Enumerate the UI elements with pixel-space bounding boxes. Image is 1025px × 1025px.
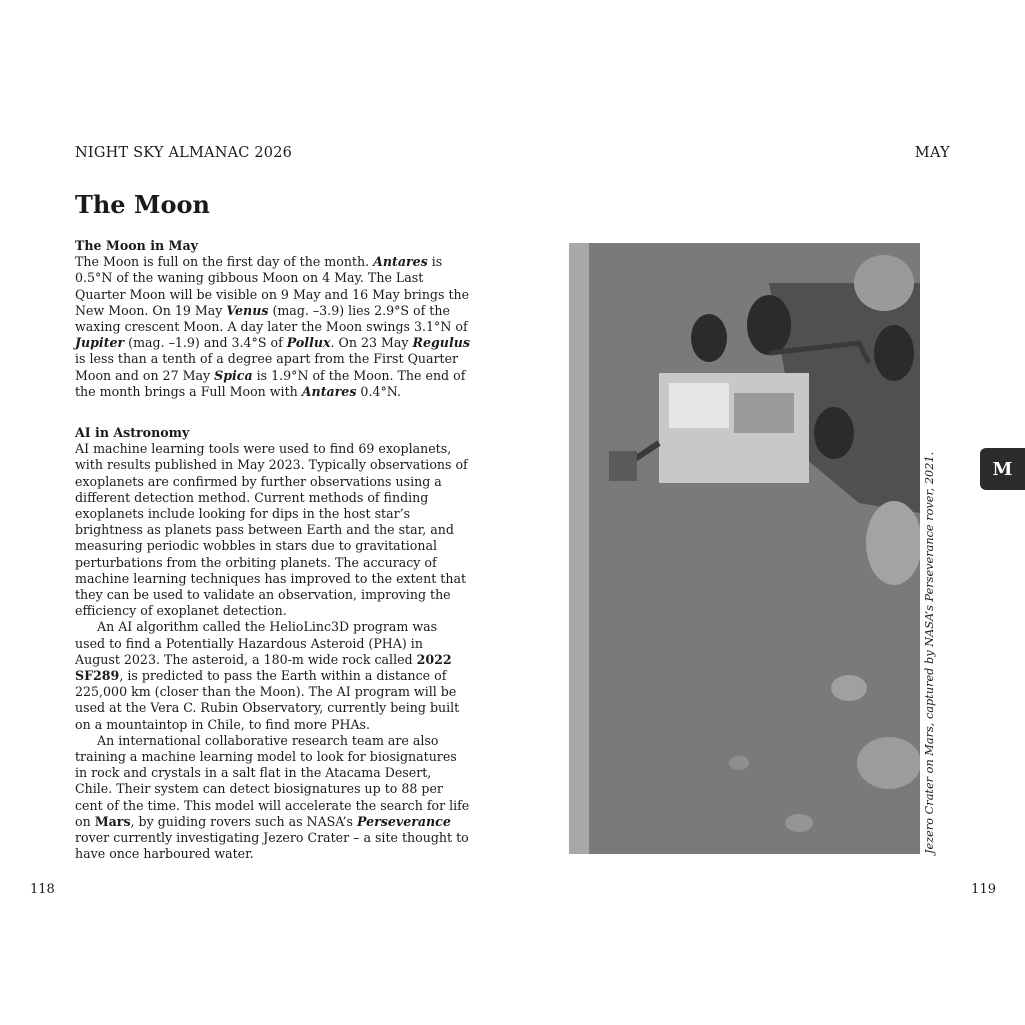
ai-paragraph-2 [75,619,470,732]
rover-wheel [874,325,914,381]
text-run: An international collaborative research team are also training a machine learning model to look for biosignatures in rock and crystals in a salt flat in the Atacama Desert, Chile. Their system can detect biosignatures up to 88 per cent of the time. This model will accelerate the search for life on [75,732,470,829]
month-thumb-tab: M [980,448,1025,490]
planet-name-mars: Mars [94,813,131,829]
section-heading-moon: The Moon in May [75,238,198,253]
rover-wheel [814,407,854,459]
running-header-right: MAY [914,145,950,161]
text-run: , is predicted to pass the Earth within a distance of 225,000 km (closer than the Moon). The AI program will be used at the Vera C. Rubin Observatory, currently being built on a mountaintop in Chile, to find more PHAs. [75,668,460,732]
text-run: 0.4°N. [356,383,401,399]
page-number-right: 119 [971,882,996,897]
sky-strip [569,243,589,854]
page-number-left: 118 [30,882,55,897]
rover-name-perseverance: Perseverance [357,813,451,829]
rover-deck [669,383,729,428]
rover-camera-head [609,451,637,481]
page-title: The Moon [75,190,210,219]
moon-paragraph [75,254,470,400]
planet-name-jupiter: Jupiter [75,335,125,351]
rover-illustration [569,243,920,854]
rock [729,756,749,770]
star-name-antares-2: Antares [301,383,357,399]
text-run: (mag. –1.9) and 3.4°S of [124,335,287,351]
section-heading-ai: AI in Astronomy [75,425,190,440]
text-run: , by guiding rovers such as NASA’s [130,813,358,829]
star-name-pollux: Pollux [286,335,331,351]
rock [785,814,813,832]
text-run: The Moon is full on the first day of the month. [75,254,374,270]
photo-caption: Jezero Crater on Mars, captured by NASA’s Perseverance rover, 2021. [923,451,936,854]
text-run: . On 23 May [330,335,413,351]
star-name-regulus: Regulus [412,335,470,351]
asteroid-name: 2022 SF289 [75,651,452,684]
rock [866,501,920,585]
rock [831,675,867,701]
ai-paragraph-3 [75,733,470,863]
running-header-left: NIGHT SKY ALMANAC 2026 [75,145,293,161]
text-run: is less than a tenth of a degree apart from the First Quarter Moon and on 27 May [75,351,459,383]
rover-panel [734,393,794,433]
rover-wheel [747,295,791,355]
text-run: is 0.5°N of the waning gibbous Moon on 4 May. The Last Quarter Moon will be visible on 9 May and 16 May brings the New Moon. On 19 May [75,254,470,318]
text-run: (mag. –3.9) lies 2.9°S of the waxing crescent Moon. A day later the Moon swings 3.1°N of [75,302,468,335]
planet-name-venus: Venus [226,302,269,318]
text-run: rover currently investigating Jezero Crater – a site thought to have once harboured water. [75,830,469,862]
star-name-spica: Spica [214,367,253,383]
text-run: An AI algorithm called the HelioLinc3D program was used to find a Potentially Hazardous Asteroid (PHA) in August 2023. The asteroid, a 180-m wide rock called [75,619,438,667]
section-ai-in-astronomy [75,425,470,862]
star-name-antares: Antares [373,254,428,270]
section-moon-in-may [75,238,470,400]
text-run: is 1.9°N of the Moon. The end of the month brings a Full Moon with [75,367,466,399]
rock [854,255,914,311]
mars-rover-photo [569,243,920,854]
ai-paragraph-1: AI machine learning tools were used to find 69 exoplanets, with results published in May 2023. Typically observations of exoplanets are confirmed by further observations using a different detection method. Current methods of finding exoplanets include looking for dips in the host star’s brightness as planets pass between Earth and the star, and measuring periodic wobbles in stars due to gravitational perturbations from the orbiting planets. The accuracy of machine learning techniques has improved to the extent that they can be used to validate an observation, improving the efficiency of exoplanet detection. [75,441,468,619]
rock [857,737,920,789]
rover-wheel [691,314,727,362]
